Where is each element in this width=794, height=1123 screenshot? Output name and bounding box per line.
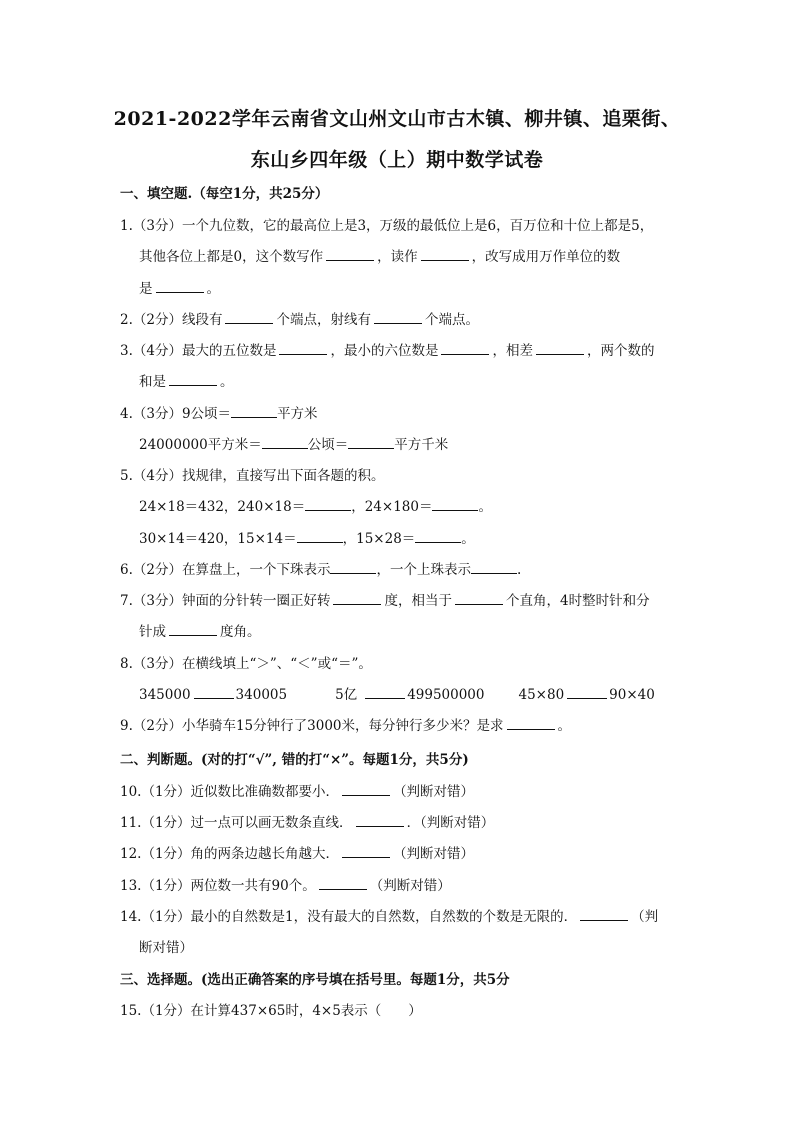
q7-text-c: 个直角，4时整时针和分: [505, 593, 650, 609]
q14-text-a: 14.（1分）最小的自然数是1，没有最大的自然数，自然数的个数是无限的．: [120, 909, 578, 925]
q5-text-b1: 24×18＝432，240×18＝: [139, 499, 306, 515]
question-4-line-1: [120, 404, 694, 424]
q7-text-a: 7.（3分）钟面的分针转一圈正好转: [120, 593, 331, 609]
answer-blank[interactable]: [169, 372, 217, 386]
answer-blank[interactable]: [156, 279, 204, 293]
q13-text-b: （判断对错）: [369, 878, 451, 894]
answer-blank[interactable]: [455, 591, 503, 605]
q5-text-a: 5.（4分）找规律，直接写出下面各题的积。: [120, 468, 385, 484]
q12-text-b: （判断对错）: [393, 846, 475, 862]
q3-text-b: ，最小的六位数是: [330, 343, 439, 359]
section-heading-fill-blank: 一、填空题.（每空1分，共25分）: [120, 186, 329, 202]
question-10: [120, 782, 694, 802]
answer-blank[interactable]: [326, 247, 374, 261]
q5-text-c1: 30×14＝420，15×14＝: [139, 531, 297, 547]
answer-blank[interactable]: [333, 591, 381, 605]
question-13: [120, 876, 694, 896]
exam-title-line-2: 东山乡四年级（上）期中数学试卷: [250, 149, 544, 171]
answer-blank[interactable]: [319, 876, 367, 890]
q4-text-b: 平方米: [277, 406, 318, 422]
answer-blank[interactable]: [471, 560, 517, 574]
answer-blank[interactable]: [348, 435, 394, 449]
answer-blank[interactable]: [365, 685, 405, 699]
q14-text-c: 断对错）: [139, 940, 193, 956]
answer-blank[interactable]: [415, 529, 461, 543]
q6-text-b: ，一个上珠表示: [376, 562, 471, 578]
answer-blank[interactable]: [432, 497, 478, 511]
q5-text-b3: 。: [478, 499, 492, 515]
q5-text-b2: ，24×180＝: [351, 499, 433, 515]
answer-blank[interactable]: [356, 813, 404, 827]
question-5-line-1: [120, 466, 694, 486]
question-9: [120, 716, 694, 736]
answer-blank[interactable]: [279, 341, 327, 355]
q1-text-b1: 其他各位上都是0，这个数写作: [139, 249, 324, 265]
answer-blank[interactable]: [342, 844, 390, 858]
question-7-line-2: [139, 622, 694, 642]
answer-blank[interactable]: [580, 907, 628, 921]
q8-pair3-right: 90×40: [609, 687, 655, 703]
q8-text-a: 8.（3分）在横线填上“＞”、“＜”或“＝”。: [120, 656, 372, 672]
answer-blank[interactable]: [536, 341, 584, 355]
q4-text-d: 公顷＝: [307, 437, 349, 453]
q8-pair1-right: 340005: [235, 687, 288, 703]
q1-text-c2: 。: [206, 281, 220, 297]
q3-text-e1: 和是: [139, 374, 166, 390]
answer-blank[interactable]: [262, 435, 308, 449]
q15-text-a: 15.（1分）在计算437×65时，4×5表示（ ）: [120, 1003, 422, 1019]
q11-text-b: ．（判断对错）: [406, 815, 495, 831]
answer-blank[interactable]: [231, 404, 277, 418]
q1-text-b2: ，读作: [377, 249, 418, 265]
q4-text-c: 24000000平方米＝: [139, 437, 262, 453]
answer-blank[interactable]: [441, 341, 489, 355]
q9-text-a: 9.（2分）小华骑车15分钟行了3000米，每分钟行多少米？是求: [120, 718, 504, 734]
q2-text-b: 个端点，射线有: [276, 312, 371, 328]
q3-text-a: 3.（4分）最大的五位数是: [120, 343, 277, 359]
q1-text-c1: 是: [139, 281, 153, 297]
q6-text-a: 6.（2分）在算盘上，一个下珠表示: [120, 562, 331, 578]
question-12: [120, 844, 694, 864]
section-heading-true-false: 二、判断题。(对的打“√”, 错的打“×”。每题1分，共5分): [120, 752, 469, 768]
q4-text-e: 平方千米: [394, 437, 449, 453]
question-5-line-2: [139, 497, 694, 517]
question-1-line-1: [120, 216, 694, 236]
question-6: [120, 560, 694, 580]
q8-pair2-left: 5亿: [335, 687, 358, 703]
exam-title-line-1: 2021-2022学年云南省文山州文山市古木镇、柳井镇、追栗街、: [113, 108, 681, 130]
q14-text-b: （判: [631, 909, 659, 925]
q13-text-a: 13.（1分）两位数一共有90个。: [120, 878, 316, 894]
question-14-line-2: [139, 938, 694, 958]
answer-blank[interactable]: [342, 782, 390, 796]
question-7-line-1: [120, 591, 694, 611]
question-5-line-3: [139, 529, 694, 549]
q2-text-a: 2.（2分）线段有: [120, 312, 223, 328]
q12-text-a: 12.（1分）角的两条边越长角越大．: [120, 846, 340, 862]
q4-text-a: 4.（3分）9公顷＝: [120, 406, 232, 422]
answer-blank[interactable]: [507, 716, 555, 730]
question-11: [120, 813, 694, 833]
q11-text-a: 11.（1分）过一点可以画无数条直线．: [120, 815, 353, 831]
question-2: [120, 310, 694, 330]
question-3-line-2: [139, 372, 694, 392]
q7-text-b: 度，相当于: [384, 593, 452, 609]
q10-text-b: （判断对错）: [393, 784, 475, 800]
q9-text-b: 。: [557, 718, 572, 734]
q1-text-b3: ，改写成用万作单位的数: [471, 249, 621, 265]
question-3-line-1: [120, 341, 694, 361]
question-1-line-2: [139, 247, 694, 267]
q8-pair2-right: 499500000: [407, 687, 485, 703]
q7-text-d1: 针成: [139, 624, 166, 640]
q3-text-e2: 。: [220, 374, 234, 390]
question-15: [120, 1001, 694, 1021]
q1-text-a: 1.（3分）一个九位数，它的最高位上是3，万级的最低位上是6，百万位和十位上都是5，: [120, 218, 654, 234]
answer-blank[interactable]: [330, 560, 376, 574]
question-14-line-1: [120, 907, 694, 927]
answer-blank[interactable]: [194, 685, 234, 699]
answer-blank[interactable]: [421, 247, 469, 261]
answer-blank[interactable]: [169, 622, 217, 636]
question-1-line-3: [139, 279, 694, 299]
answer-blank[interactable]: [567, 685, 607, 699]
q10-text-a: 10.（1分）近似数比准确数都要小．: [120, 784, 340, 800]
question-8-comparisons: [139, 685, 694, 705]
question-4-line-2: [139, 435, 694, 455]
question-8-line-1: [120, 654, 694, 674]
q8-pair3-left: 45×80: [518, 687, 565, 703]
q5-text-c3: 。: [461, 531, 475, 547]
q7-text-d2: 度角。: [220, 624, 261, 640]
answer-blank[interactable]: [225, 310, 273, 324]
q5-text-c2: ，15×28＝: [342, 531, 416, 547]
answer-blank[interactable]: [305, 497, 351, 511]
answer-blank[interactable]: [374, 310, 422, 324]
section-heading-multiple-choice: 三、选择题。(选出正确答案的序号填在括号里。每题1分，共5分: [120, 972, 510, 988]
q3-text-c: ，相差: [492, 343, 533, 359]
q8-pair1-left: 345000: [139, 687, 191, 703]
q3-text-d: ，两个数的: [586, 343, 655, 359]
answer-blank[interactable]: [297, 529, 343, 543]
q6-text-c: .: [516, 562, 522, 578]
q2-text-c: 个端点。: [424, 312, 479, 328]
